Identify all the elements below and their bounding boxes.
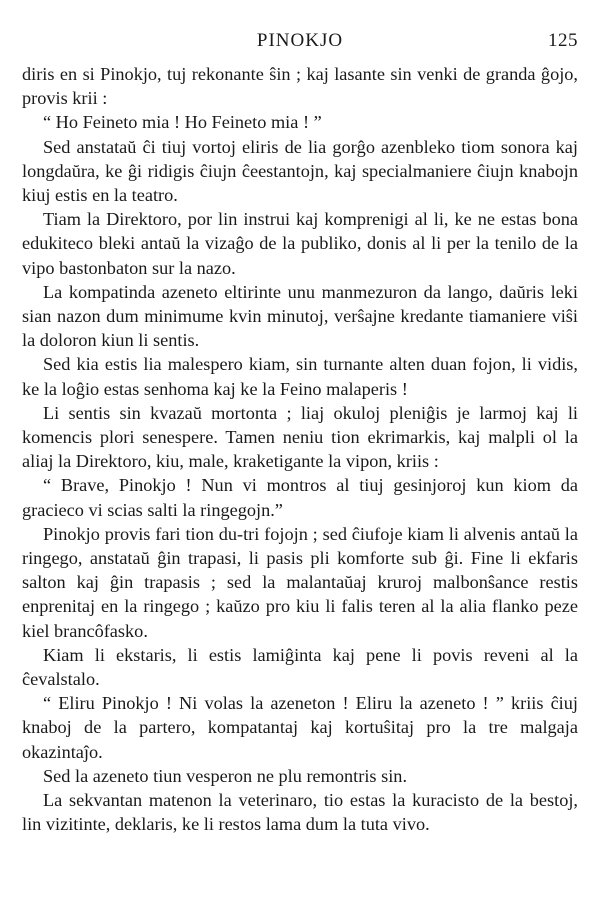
- paragraph: “ Brave, Pinokjo ! Nun vi montros al tiuj gesinjoroj kun kiom da gracieco vi scias salti la ringegojn.”: [22, 475, 578, 520]
- paragraph: “ Ho Feineto mia ! Ho Feineto mia ! ”: [43, 112, 322, 133]
- running-head: [22, 30, 578, 60]
- book-page: [22, 30, 578, 837]
- paragraph: Kiam li ekstaris, li estis lamiĝinta kaj pene li povis reveni al la ĉevalstalo.: [22, 644, 578, 690]
- paragraph: Sed la azeneto tiun vesperon ne plu remontris sin.: [43, 765, 408, 786]
- running-title: PINOKJO: [256, 30, 344, 51]
- page-number: 125: [548, 30, 578, 51]
- paragraph: Tiam la Direktoro, por lin instrui kaj komprenigi al li, ke ne estas bona edukiteco bleki antaŭ la vizaĝo de la publiko, donis al li per la tenilo de la vipo bastonbaton sur la nazo.: [22, 209, 578, 278]
- paragraph: Li sentis sin kvazaŭ mortonta ; liaj okuloj pleniĝis je larmoj kaj li komencis plori senespere. Tamen neniu tion ekrimarkis, kaj malpli ol la aliaj la Direktoro, kiu, male, kraketigante la vipon, kriis :: [22, 402, 578, 472]
- paragraph: diris en si Pinokjo, tuj rekonante ŝin ; kaj lasante sin venki de granda ĝojo, provis krii :: [22, 64, 578, 109]
- body-text: [22, 62, 578, 837]
- paragraph: Pinokjo provis fari tion du-tri fojojn ; sed ĉiufoje kiam li alvenis antaŭ la ringego, anstataŭ ĝin trapasi, li pasis pli komforte sub ĝi. Fine li ekfaris salton kaj ĝin trapasis ; sed la malantaŭaj kruroj malbonŝance restis enprenitaj en la ringego ; kaŭzo pro kiu li falis teren al la alia flanko peze kiel brancôfasko.: [22, 523, 578, 641]
- paragraph: Sed anstataŭ ĉi tiuj vortoj eliris de lia gorĝo azenbleko tiom sonora kaj longdaŭra, ke ĝi ridigis ĉiujn ĉeestantojn, kaj specialmaniere ĉiujn knabojn kiuj estis en la teatro.: [22, 136, 578, 206]
- paragraph: La kompatinda azeneto eltirinte unu manmezuron da lango, daŭris leki sian nazon dum minimume kvin minutoj, verŝajne kredante tiamaniere viŝi la doloron kiun li sentis.: [22, 281, 578, 351]
- paragraph: Sed kia estis lia malespero kiam, sin turnante alten duan fojon, li vidis, ke la loĝio estas senhoma kaj ke la Feino malaperis !: [22, 354, 578, 399]
- paragraph: La sekvantan matenon la veterinaro, tio estas la kuracisto de la bestoj, lin vizitinte, deklaris, ke li restos lama dum la tuta vivo.: [22, 790, 578, 835]
- paragraph: “ Eliru Pinokjo ! Ni volas la azeneton ! Eliru la azeneto ! ” kriis ĉiuj knaboj de la partero, kompatantaj kaj kortuŝitaj pro la tre malgaja okazintaĵo.: [22, 693, 578, 762]
